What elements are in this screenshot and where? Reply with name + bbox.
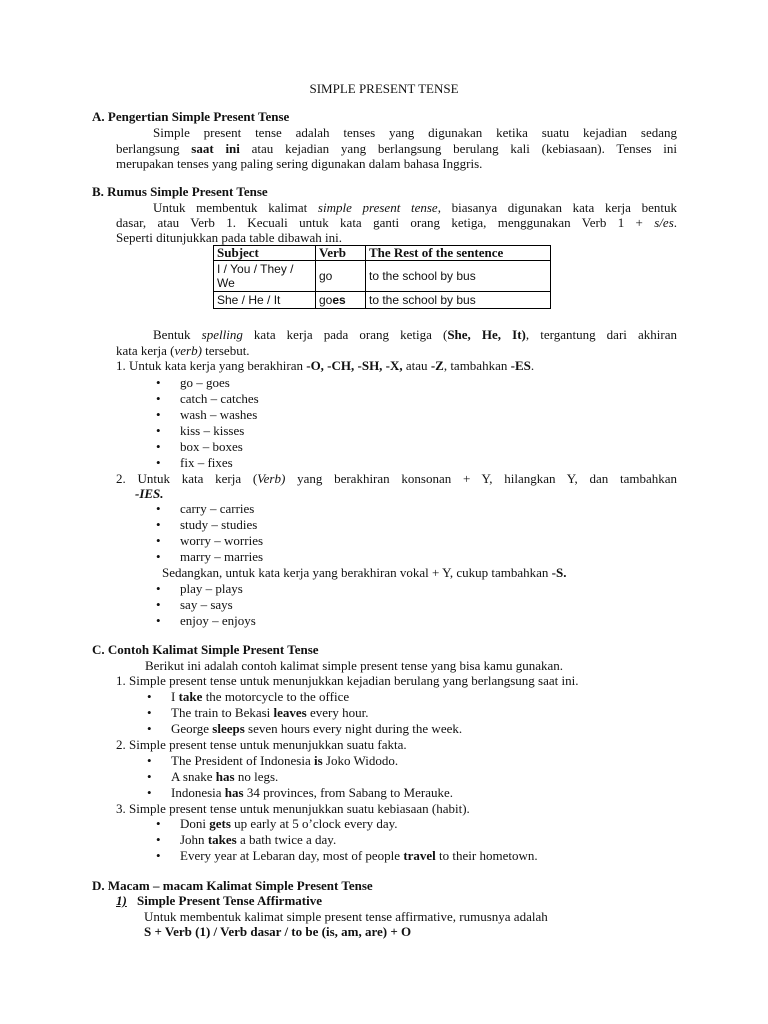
table-header-cell: The Rest of the sentence	[366, 246, 551, 261]
verb: takes	[207, 832, 237, 847]
text: 34 provinces, from Sabang to Merauke.	[243, 785, 453, 800]
list-item	[171, 753, 398, 768]
list-item: • marry – marries	[180, 549, 263, 564]
verb: travel	[403, 848, 436, 863]
text: atau kejadian yang berlangsung berulang kali (kebiasaan). Tenses ini	[239, 141, 678, 156]
list-item	[171, 721, 462, 736]
list-item: • enjoy – enjoys	[180, 613, 256, 628]
list-item: • fix – fixes	[180, 455, 233, 470]
verb: gets	[209, 816, 231, 831]
list-item: • play – plays	[180, 581, 243, 596]
list-item	[171, 785, 453, 800]
emphasis: -ES	[510, 358, 531, 373]
cell-text: We	[217, 276, 235, 290]
list-item: • wash – washes	[180, 407, 257, 422]
verb-table	[213, 245, 551, 309]
rule-item-2	[116, 471, 677, 486]
list-item	[171, 705, 368, 720]
section-a-line-1: Simple present tense adalah tenses yang digunakan ketika suatu kejadian sedang	[153, 125, 677, 140]
text: Joko Widodo.	[322, 753, 399, 768]
list-item	[180, 816, 398, 831]
spelling-line-2	[116, 343, 250, 358]
text: seven hours every night during the week.	[244, 721, 463, 736]
text: George	[171, 721, 213, 736]
list-item: • worry – worries	[180, 533, 263, 548]
table-cell: to the school by bus	[366, 261, 551, 292]
table-header-row	[214, 246, 551, 261]
text: The train to Bekasi	[171, 705, 274, 720]
text: no legs.	[234, 769, 279, 784]
italic-term: s/es	[654, 215, 674, 230]
verb: take	[178, 689, 203, 704]
text: atau	[402, 358, 431, 373]
emphasis: saat ini	[191, 141, 240, 156]
text: kata kerja pada orang ketiga (	[242, 327, 448, 342]
text: , tergantung dari akhiran	[525, 327, 677, 342]
affirmative-formula: S + Verb (1) / Verb dasar / to be (is, am, are) + O	[144, 924, 412, 939]
affirmative-text: Untuk membentuk kalimat simple present tense affirmative, rumusnya adalah	[144, 909, 548, 924]
spelling-line-1	[153, 327, 677, 342]
text: every hour.	[306, 705, 369, 720]
emphasis: -O, -CH, -SH, -X,	[306, 358, 403, 373]
text: The President of Indonesia	[171, 753, 314, 768]
rule-item-2-suffix: -IES.	[135, 486, 164, 501]
vokal-note	[162, 565, 566, 580]
text: to their hometown.	[435, 848, 538, 863]
list-item	[171, 769, 278, 784]
emphasis: She, He, It)	[447, 327, 526, 342]
verb: has	[215, 769, 235, 784]
text: Sedangkan, untuk kata kerja yang berakhiran vokal + Y, cukup tambahkan	[162, 565, 552, 580]
italic-term: simple present tense	[317, 200, 438, 215]
section-c-intro: Berikut ini adalah contoh kalimat simple present tense yang bisa kamu gunakan.	[145, 658, 564, 673]
list-item: • go – goes	[180, 375, 230, 390]
table-cell: to the school by bus	[366, 292, 551, 309]
section-c-heading: C. Contoh Kalimat Simple Present Tense	[92, 642, 319, 657]
section-a-line-3: merupakan tenses yang paling sering digunakan dalam bahasa Inggris.	[116, 156, 483, 171]
cell-text: go	[319, 293, 333, 307]
text: I	[171, 689, 179, 704]
example-item-3: 3. Simple present tense untuk menunjukkan suatu kebiasaan (habit).	[116, 801, 470, 816]
example-item-2: 2. Simple present tense untuk menunjukkan suatu fakta.	[116, 737, 407, 752]
list-item: • box – boxes	[180, 439, 243, 454]
table-cell	[214, 261, 316, 292]
verb: has	[224, 785, 244, 800]
text: up early at 5 o’clock every day.	[230, 816, 398, 831]
table-row	[214, 292, 551, 309]
table-cell: She / He / It	[214, 292, 316, 309]
list-item	[180, 832, 336, 847]
emphasis: -Z	[430, 358, 444, 373]
rule-item-1	[116, 358, 534, 373]
text: the motorcycle to the office	[202, 689, 350, 704]
text: kata kerja (	[116, 343, 175, 358]
italic-term: verb)	[174, 343, 202, 358]
section-d-heading: D. Macam – macam Kalimat Simple Present Tense	[92, 878, 373, 893]
text: .	[530, 358, 535, 373]
cell-suffix: es	[332, 293, 346, 307]
table-cell: go	[316, 261, 366, 292]
text: Bentuk	[153, 327, 202, 342]
list-item: • say – says	[180, 597, 233, 612]
section-b-heading: B. Rumus Simple Present Tense	[92, 184, 268, 199]
text: .	[673, 215, 677, 230]
example-item-1: 1. Simple present tense untuk menunjukkan kejadian berulang yang berlangsung saat ini.	[116, 673, 579, 688]
emphasis: -S.	[551, 565, 567, 580]
text: A snake	[171, 769, 216, 784]
text: dasar, atau Verb 1. Kecuali untuk kata ganti orang ketiga, menggunakan Verb 1 +	[116, 215, 655, 230]
text: 2. Untuk kata kerja (	[116, 471, 258, 486]
subsection-title: Simple Present Tense Affirmative	[137, 893, 322, 908]
text: Untuk membentuk kalimat	[153, 200, 318, 215]
text: John	[180, 832, 208, 847]
text: , biasanya digunakan kata kerja bentuk	[437, 200, 677, 215]
page-title: SIMPLE PRESENT TENSE	[309, 81, 459, 96]
text: Every year at Lebaran day, most of people	[180, 848, 404, 863]
verb: leaves	[273, 705, 307, 720]
list-item	[171, 689, 349, 704]
cell-text: I / You / They /	[217, 262, 294, 276]
section-b-line-2	[116, 215, 677, 230]
section-b-line-3: Seperti ditunjukkan pada table dibawah ini.	[116, 230, 342, 245]
text: , tambahkan	[443, 358, 511, 373]
text: 1. Untuk kata kerja yang berakhiran	[116, 358, 307, 373]
list-item: • study – studies	[180, 517, 257, 532]
text: tersebut.	[201, 343, 250, 358]
subsection-number: 1)	[116, 893, 127, 908]
text: a bath twice a day.	[236, 832, 337, 847]
table-cell	[316, 292, 366, 309]
text: yang berakhiran konsonan + Y, hilangkan Y, dan tambahkan	[285, 471, 677, 486]
list-item	[180, 848, 538, 863]
table-row	[214, 261, 551, 292]
verb: is	[313, 753, 323, 768]
list-item: • catch – catches	[180, 391, 259, 406]
table-header-cell: Verb	[316, 246, 366, 261]
section-b-line-1	[153, 200, 677, 215]
verb: sleeps	[212, 721, 245, 736]
table-header-cell: Subject	[214, 246, 316, 261]
text: Doni	[180, 816, 210, 831]
text: Indonesia	[171, 785, 225, 800]
italic-term: Verb)	[257, 471, 286, 486]
text: berlangsung	[116, 141, 192, 156]
list-item: • carry – carries	[180, 501, 254, 516]
italic-term: spelling	[201, 327, 243, 342]
section-a-line-2	[116, 141, 677, 156]
list-item: • kiss – kisses	[180, 423, 244, 438]
section-a-heading: A. Pengertian Simple Present Tense	[92, 109, 290, 124]
